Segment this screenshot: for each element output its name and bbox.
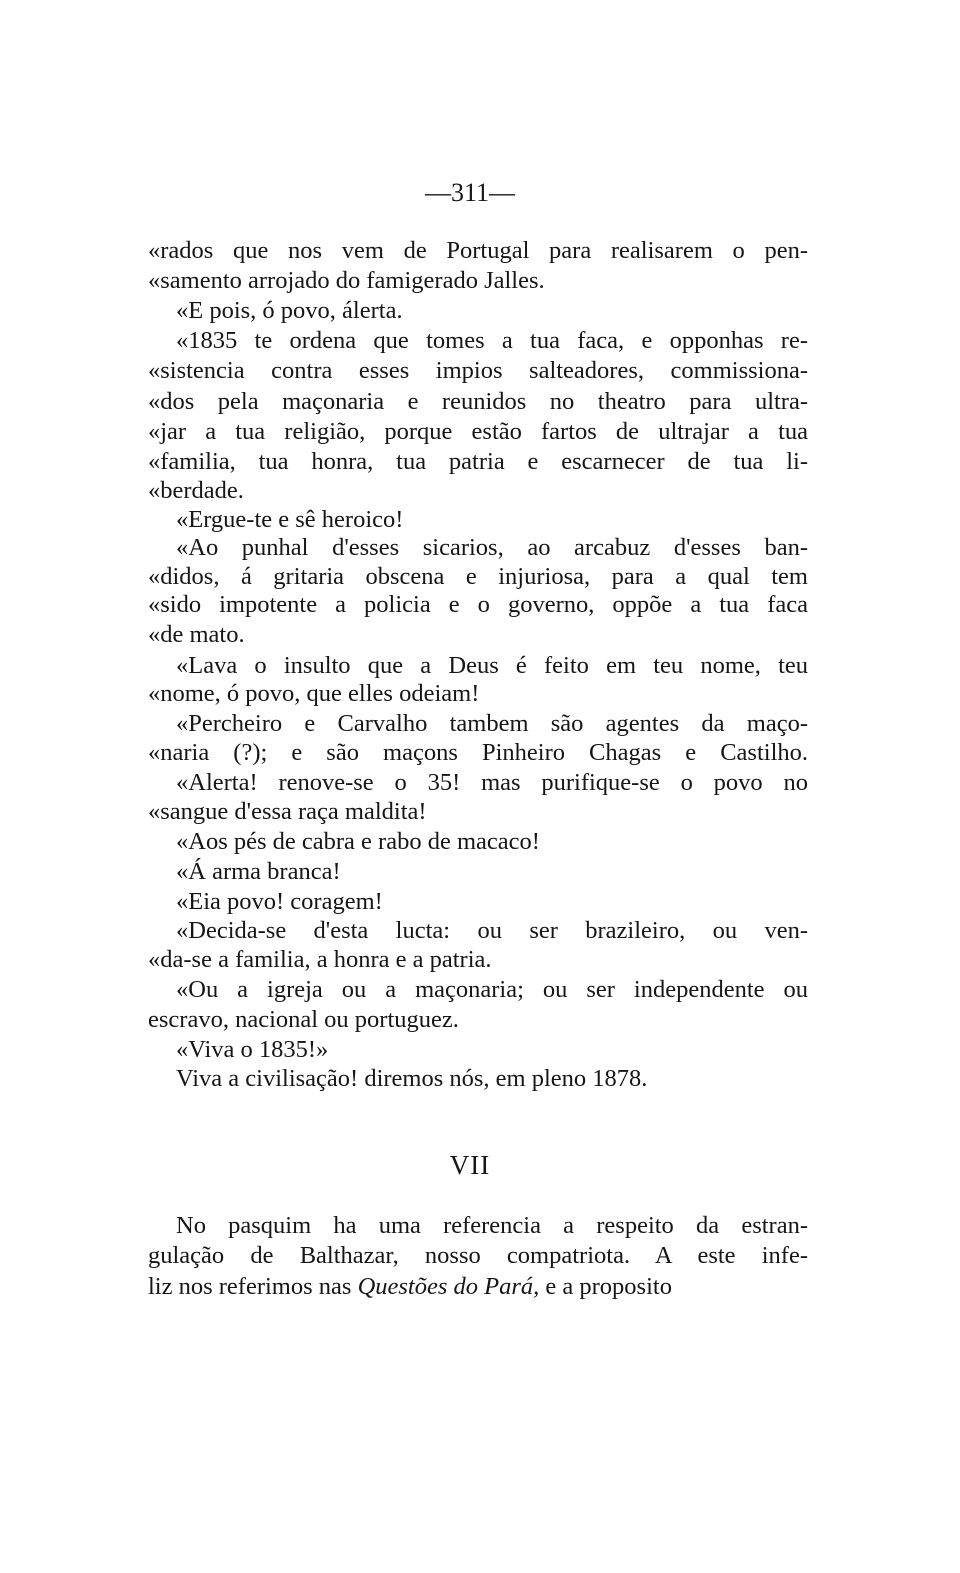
text-line: «Ergue-te e sê heroico!: [176, 506, 404, 533]
text-line: «rados que nos vem de Portugal para realisarem o pen-: [148, 237, 808, 264]
text-line: «Viva o 1835!»: [176, 1036, 329, 1063]
text-line: «Eia povo! coragem!: [176, 888, 383, 915]
text-line: Viva a civilisação! diremos nós, em pleno 1878.: [176, 1065, 648, 1092]
text-line: «berdade.: [148, 477, 244, 504]
text-line: «samento arrojado do famigerado Jalles.: [148, 267, 545, 294]
text-line-last: [148, 1272, 808, 1302]
text-line: «Ou a igreja ou a maçonaria; ou ser independente ou: [176, 976, 808, 1003]
text-line: «jar a tua religião, porque estão fartos de ultrajar a tua: [148, 418, 808, 445]
text-line: «Percheiro e Carvalho tambem são agentes da maço-: [176, 710, 808, 737]
page-number: —311—: [424, 178, 516, 207]
text-line: «Alerta! renove-se o 35! mas purifique-se o povo no: [176, 769, 808, 796]
text-segment: e a proposito: [539, 1273, 672, 1300]
book-title: Questões do Pará,: [357, 1273, 540, 1300]
text-line: «E pois, ó povo, álerta.: [176, 297, 403, 324]
section-heading: VII: [449, 1150, 491, 1180]
text-line: gulação de Balthazar, nosso compatriota. A este infe-: [148, 1242, 808, 1269]
text-line: «Decida-se d'esta lucta: ou ser brazileiro, ou ven-: [176, 917, 808, 944]
text-line: «sangue d'essa raça maldita!: [148, 798, 427, 825]
text-line: «familia, tua honra, tua patria e escarnecer de tua li-: [148, 448, 808, 475]
text-line: «sido impotente a policia e o governo, oppõe a tua faca: [148, 591, 808, 618]
text-line: «nome, ó povo, que elles odeiam!: [148, 680, 480, 707]
text-segment: liz nos referimos nas: [148, 1273, 358, 1300]
text-line: escravo, nacional ou portuguez.: [148, 1006, 459, 1033]
text-line: «didos, á gritaria obscena e injuriosa, para a qual tem: [148, 563, 808, 590]
text-line: «Á arma branca!: [176, 858, 341, 885]
text-line: «Lava o insulto que a Deus é feito em teu nome, teu: [176, 652, 808, 679]
text-line: «1835 te ordena que tomes a tua faca, e opponhas re-: [176, 327, 808, 354]
text-line: «sistencia contra esses impios salteadores, commissiona-: [148, 357, 808, 384]
text-line: «da-se a familia, a honra e a patria.: [148, 946, 492, 973]
text-line: «dos pela maçonaria e reunidos no theatro para ultra-: [148, 388, 808, 415]
text-line: «de mato.: [148, 621, 245, 648]
text-line: «Aos pés de cabra e rabo de macaco!: [176, 828, 540, 855]
text-line: «Ao punhal d'esses sicarios, ao arcabuz d'esses ban-: [176, 534, 808, 561]
text-line: No pasquim ha uma referencia a respeito da estran-: [176, 1212, 808, 1239]
text-line: «naria (?); e são maçons Pinheiro Chagas e Castilho.: [148, 739, 808, 766]
